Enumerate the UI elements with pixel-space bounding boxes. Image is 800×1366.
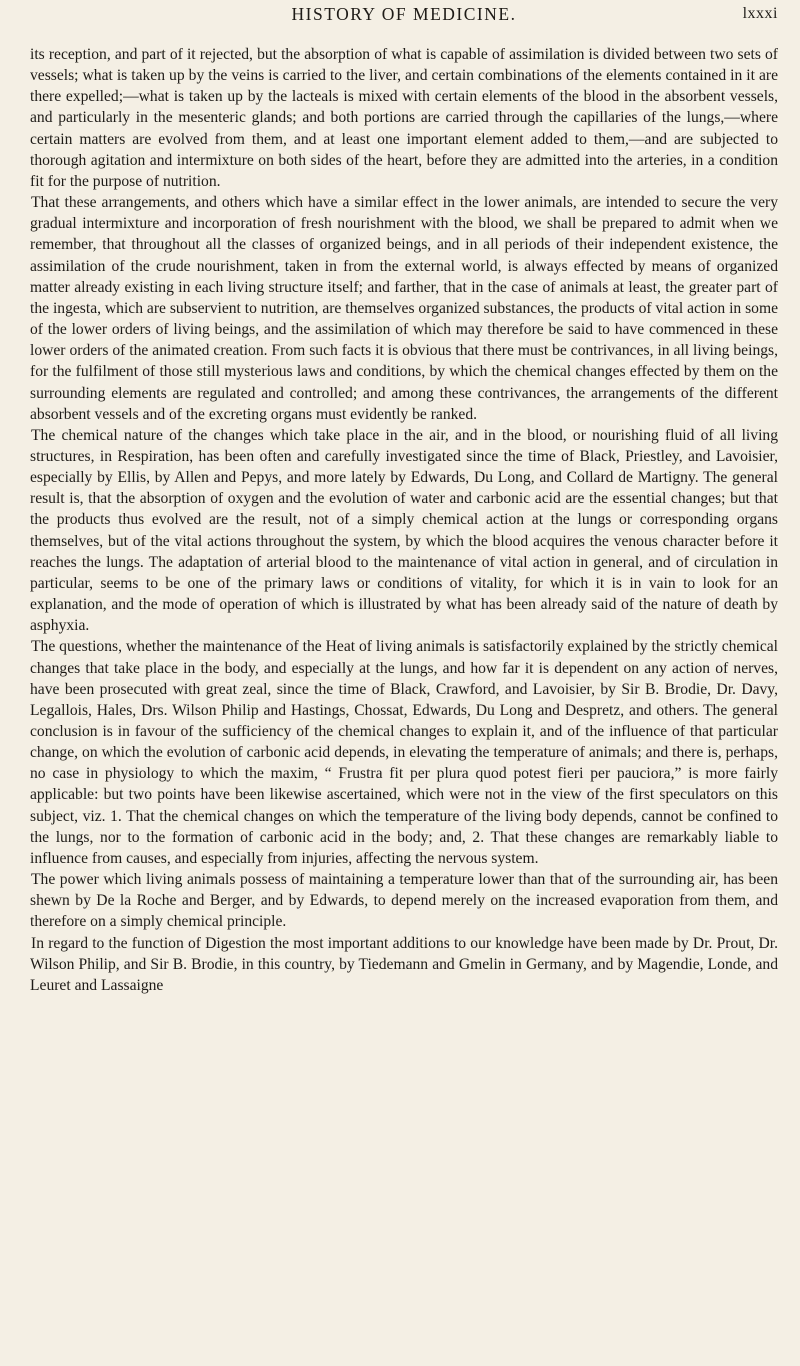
- paragraph: The questions, whether the maintenance of the Heat of living animals is satisfactorily explained by the strictly chemical changes that take place in the body, and especially at the lungs, and how far it is dependent on any action of nerves, have been prosecuted with great zeal, since the time of Black, Crawford, and Lavoisier, by Sir B. Brodie, Dr. Davy, Legallois, Hales, Drs. Wilson Philip and Hastings, Chossat, Edwards, Du Long and Despretz, and others. The general conclusion is in favour of the sufficiency of the chemical changes to explain it, and of the influence of that particular change, on which the evolution of carbonic acid depends, in elevating the temperature of animals; and there is, perhaps, no case in physiology to which the maxim, “ Frustra fit per plura quod potest fieri per pauciora,” is more fairly applicable: but two points have been likewise ascertained, which were not in the view of the first speculators on this subject, viz. 1. That the chemical changes on which the temperature of the living body depends, cannot be confined to the lungs, nor to the formation of carbonic acid in the body; and, 2. That these changes are remarkably liable to influence from causes, and especially from injuries, affecting the nervous system.: [30, 638, 778, 867]
- book-page: [30, 0, 778, 1366]
- running-head: [30, 0, 778, 40]
- paragraph: The chemical nature of the changes which take place in the air, and in the blood, or nourishing fluid of all living structures, in Respiration, has been often and carefully investigated since the time of Black, Priestley, and Lavoisier, especially by Ellis, by Allen and Pepys, and more lately by Edwards, Du Long, and Collard de Martigny. The general result is, that the absorption of oxygen and the evolution of water and carbonic acid are the essential changes; but that the products thus evolved are the result, not of a simply chemical action at the lungs or corresponding organs themselves, but of the vital actions throughout the system, by which the blood acquires the venous character before it reaches the lungs. The adaptation of arterial blood to the maintenance of vital action in general, and of circulation in particular, seems to be one of the primary laws or conditions of vitality, for which it is in vain to look for an explanation, and the mode of operation of which is illustrated by what has been already said of the nature of death by asphyxia.: [30, 426, 778, 635]
- paragraph: The power which living animals possess of maintaining a temperature lower than that of the surrounding air, has been shewn by De la Roche and Berger, and by Edwards, to depend merely on the increased evaporation from them, and therefore on a simply chemical principle.: [30, 871, 778, 931]
- page-number: lxxxi: [742, 5, 778, 22]
- body-text: [30, 44, 778, 996]
- running-title: HISTORY OF MEDICINE.: [291, 4, 517, 24]
- paragraph: That these arrangements, and others which have a similar effect in the lower animals, are intended to secure the very gradual intermixture and incorporation of fresh nourishment with the blood, we shall be prepared to admit when we remember, that throughout all the classes of organized beings, and in all periods of their independent existence, the assimilation of the crude nourishment, taken in from the external world, is always effected by means of organized matter already existing in each living structure itself; and farther, that in the case of animals at least, the greater part of the ingesta, which are subservient to nutrition, are themselves organized substances, the products of vital action in some of the lower orders of living beings, and the assimilation of which may therefore be said to have commenced in these lower orders of the animated creation. From such facts it is obvious that there must be contrivances, in all living beings, for the fulfilment of those still mysterious laws and conditions, by which the chemical changes effected by them on the surrounding elements are regulated and controlled; and among these contrivances, the arrangements of the different absorbent vessels and of the excreting organs must evidently be ranked.: [30, 194, 779, 423]
- paragraph: In regard to the function of Digestion the most important additions to our knowledge have been made by Dr. Prout, Dr. Wilson Philip, and Sir B. Brodie, in this country, by Tiedemann and Gmelin in Germany, and by Magendie, Londe, and Leuret and Lassaigne: [30, 934, 778, 994]
- paragraph: its reception, and part of it rejected, but the absorption of what is capable of assimilation is divided between two sets of vessels; what is taken up by the veins is carried to the liver, and certain combinations of the elements contained in it are there expelled;—what is taken up by the lacteals is mixed with certain elements of the blood in the absorbent vessels, and particularly in the mesenteric glands; and both portions are carried through the capillaries of the lungs,—where certain matters are evolved from them, and at least one important element added to them,—and are subjected to thorough agitation and intermixture on both sides of the heart, before they are admitted into the arteries, in a condition fit for the purpose of nutrition.: [30, 46, 778, 190]
